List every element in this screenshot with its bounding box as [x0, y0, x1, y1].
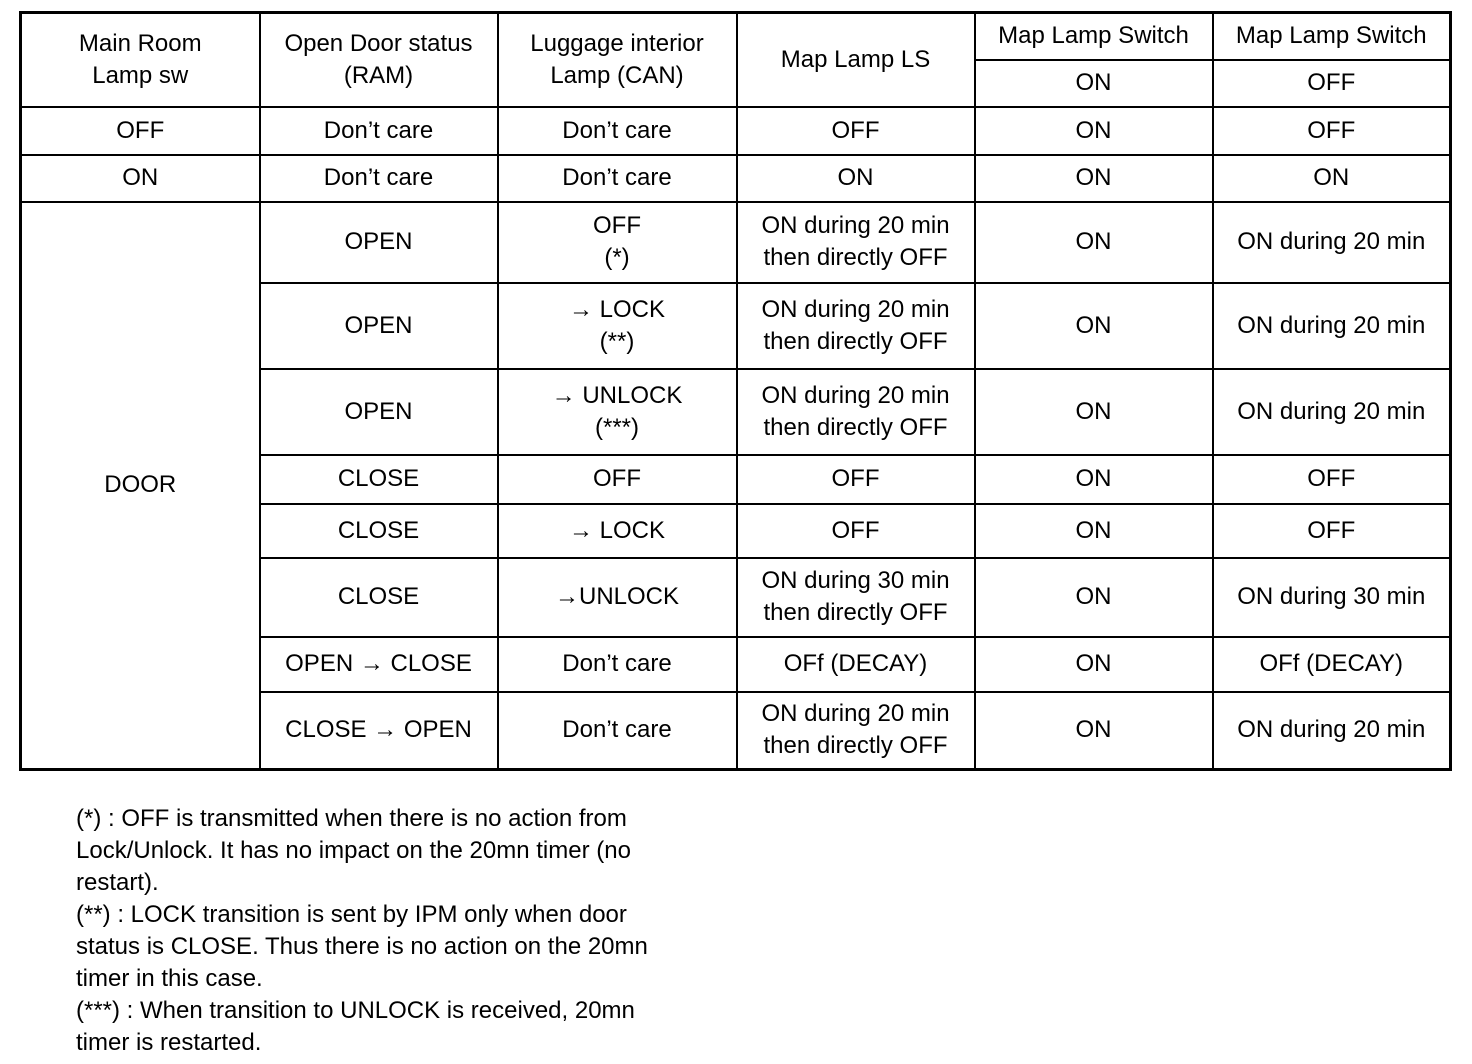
footnote: (***) : When transition to UNLOCK is received, 20mn timer is restarted. [76, 997, 635, 1056]
footnote: (*) : OFF is transmitted when there is no action from Lock/Unlock. It has no impact on the 20mn timer (no restart). [76, 805, 631, 896]
footnotes [76, 803, 716, 1059]
map-lamp-ls-cell: OFF [737, 455, 975, 504]
luggage-lamp-cell: Don’t care [498, 155, 737, 202]
open-door-status-cell: CLOSE [260, 504, 498, 558]
map-lamp-switch-off-cell: OFF [1213, 455, 1451, 504]
map-lamp-switch-off-cell: OFf (DECAY) [1213, 637, 1451, 692]
header-map-lamp-switch-on: Map Lamp Switch [975, 13, 1213, 60]
map-lamp-ls-cell: ON during 20 min then directly OFF [737, 692, 975, 770]
open-door-status-cell: OPEN [260, 202, 498, 283]
map-lamp-ls-cell: OFF [737, 504, 975, 558]
map-lamp-switch-on-cell: ON [975, 107, 1213, 155]
map-lamp-ls-cell: ON [737, 155, 975, 202]
map-lamp-ls-cell: OFf (DECAY) [737, 637, 975, 692]
open-door-status-cell: Don’t care [260, 155, 498, 202]
map-lamp-switch-on-cell: ON [975, 504, 1213, 558]
map-lamp-switch-on-cell: ON [975, 558, 1213, 637]
door-group-label: DOOR [21, 202, 260, 770]
main-room-lamp-cell: OFF [21, 107, 260, 155]
map-lamp-ls-cell: ON during 20 min then directly OFF [737, 202, 975, 283]
luggage-lamp-cell: →UNLOCK [498, 558, 737, 637]
map-lamp-switch-off-cell: ON [1213, 155, 1451, 202]
map-lamp-switch-off-cell: ON during 20 min [1213, 202, 1451, 283]
open-door-status-cell: Don’t care [260, 107, 498, 155]
map-lamp-switch-off-cell: ON during 20 min [1213, 692, 1451, 770]
map-lamp-switch-on-cell: ON [975, 637, 1213, 692]
header-main-room-lamp: Main Room Lamp sw [21, 13, 260, 107]
luggage-lamp-cell: → LOCK [498, 504, 737, 558]
map-lamp-ls-cell: ON during 30 min then directly OFF [737, 558, 975, 637]
map-lamp-switch-on-cell: ON [975, 283, 1213, 369]
header-switch-off-state: OFF [1213, 60, 1451, 107]
map-lamp-ls-cell: OFF [737, 107, 975, 155]
map-lamp-ls-cell: ON during 20 min then directly OFF [737, 369, 975, 455]
map-lamp-switch-on-cell: ON [975, 155, 1213, 202]
table-row [21, 155, 1451, 202]
luggage-lamp-cell: → UNLOCK (***) [498, 369, 737, 455]
header-luggage-interior-lamp: Luggage interior Lamp (CAN) [498, 13, 737, 107]
luggage-lamp-cell: Don’t care [498, 692, 737, 770]
table-row [21, 107, 1451, 155]
map-lamp-switch-on-cell: ON [975, 692, 1213, 770]
luggage-lamp-cell: OFF [498, 455, 737, 504]
header-open-door-status: Open Door status (RAM) [260, 13, 498, 107]
header-map-lamp-switch-off: Map Lamp Switch [1213, 13, 1451, 60]
map-lamp-switch-off-cell: OFF [1213, 107, 1451, 155]
open-door-status-cell: CLOSE [260, 558, 498, 637]
table-row [21, 202, 1451, 283]
header-switch-on-state: ON [975, 60, 1213, 107]
open-door-status-cell: OPEN [260, 283, 498, 369]
map-lamp-switch-off-cell: ON during 30 min [1213, 558, 1451, 637]
luggage-lamp-cell: OFF (*) [498, 202, 737, 283]
footnote: (**) : LOCK transition is sent by IPM only when door status is CLOSE. Thus there is no action on the 20mn timer in this case. [76, 901, 648, 992]
lamp-behaviour-table [19, 11, 1452, 771]
map-lamp-switch-off-cell: OFF [1213, 504, 1451, 558]
map-lamp-switch-on-cell: ON [975, 369, 1213, 455]
open-door-status-cell: OPEN → CLOSE [260, 637, 498, 692]
main-room-lamp-cell: ON [21, 155, 260, 202]
luggage-lamp-cell: Don’t care [498, 637, 737, 692]
map-lamp-switch-on-cell: ON [975, 202, 1213, 283]
map-lamp-ls-cell: ON during 20 min then directly OFF [737, 283, 975, 369]
luggage-lamp-cell: → LOCK (**) [498, 283, 737, 369]
open-door-status-cell: OPEN [260, 369, 498, 455]
header-map-lamp-ls: Map Lamp LS [737, 13, 975, 107]
map-lamp-switch-off-cell: ON during 20 min [1213, 369, 1451, 455]
map-lamp-switch-on-cell: ON [975, 455, 1213, 504]
open-door-status-cell: CLOSE [260, 455, 498, 504]
open-door-status-cell: CLOSE → OPEN [260, 692, 498, 770]
map-lamp-switch-off-cell: ON during 20 min [1213, 283, 1451, 369]
luggage-lamp-cell: Don’t care [498, 107, 737, 155]
